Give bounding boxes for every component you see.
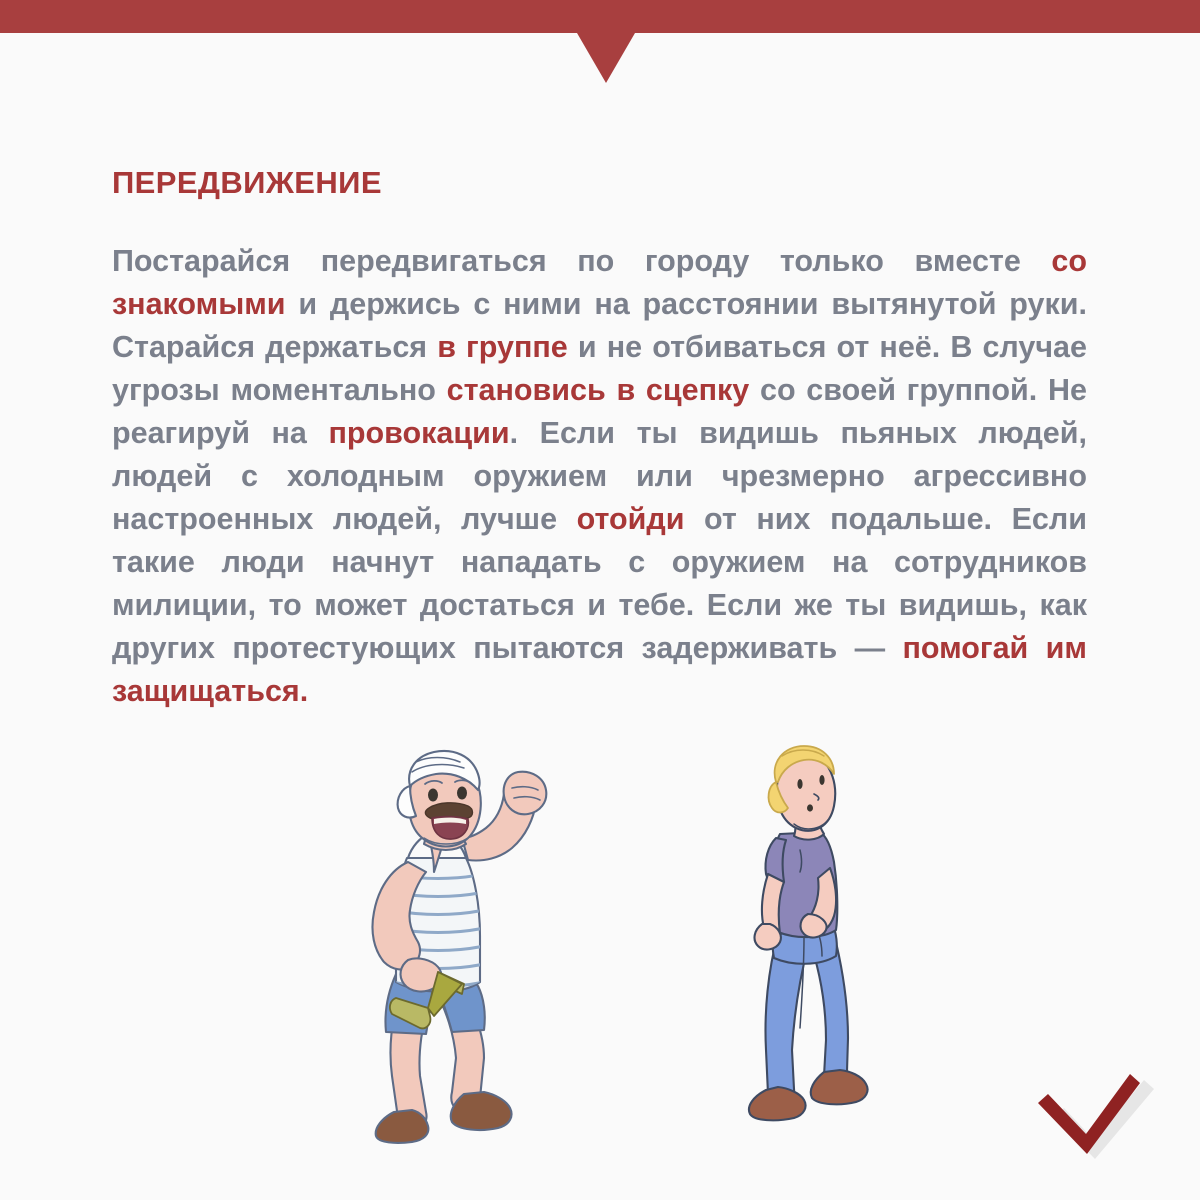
illustration-walking-young-man [742,738,882,1138]
body-highlight-phrase: со знакомыми [112,244,1087,321]
body-text-run: со своей группой. Не реагируй на [112,373,1087,450]
body-highlight-phrase: в группе [437,330,568,364]
body-text-run: и держись с ними на расстоянии вытянутой руки. Старайся держаться [112,287,1087,364]
body-text-run: Постарайся передвигаться по городу только вместе [112,244,1052,278]
page-title: ПЕРЕДВИЖЕНИЕ [112,164,382,200]
double-checkmark-logo [1020,1062,1170,1172]
body-text-run: от них подальше. Если такие люди начнут нападать с оружием на сотрудников милиции, то может достаться и тебе. Если же ты видишь, как других протестующих пытаются задерживать — [112,502,1087,665]
top-red-bar [0,0,1200,33]
body-highlight-phrase: помогай им защищаться. [112,631,1087,708]
body-highlight-phrase: провокации [328,416,510,450]
illustration-aggressive-drunk-man [312,746,602,1146]
body-text-run: . Если ты видишь пьяных людей, людей с холодным оружием или чрезмерно агрессивно настроенных людей, лучше [112,416,1087,536]
body-highlight-phrase: становись в сцепку [446,373,750,407]
body-highlight-phrase: отойди [576,502,685,536]
body-paragraph [112,240,1087,713]
body-text-run: и не отбиваться от неё. В случае угрозы моментально [112,330,1087,407]
downward-triangle-notch-icon [577,33,635,83]
